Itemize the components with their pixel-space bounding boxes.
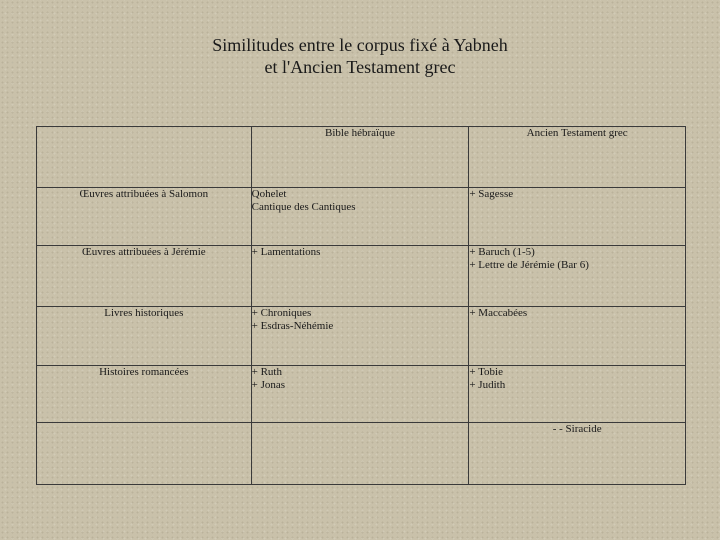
header-bible-hebraique: Bible hébraïque: [251, 127, 469, 188]
list-item: + Judith: [469, 379, 506, 391]
table-row: [37, 246, 686, 307]
list-item: + Lettre de Jérémie (Bar 6): [469, 259, 589, 271]
table-header-row: [37, 127, 686, 188]
row-label-livres-historiques: Livres historiques: [37, 307, 252, 366]
row-label-salomon: Œuvres attribuées à Salomon: [37, 188, 252, 246]
hebrew-cell-histoires-romancees: [251, 366, 469, 423]
header-empty-cell: [37, 127, 252, 188]
list-item: + Lamentations: [251, 246, 321, 258]
list-item: Qohelet: [251, 188, 287, 200]
comparison-table: [36, 126, 686, 485]
greek-cell-siracide: [469, 423, 686, 485]
list-item: - - Siracide: [552, 423, 602, 435]
hebrew-cell-salomon: [251, 188, 469, 246]
hebrew-cell-empty: [251, 423, 469, 485]
table-row: [37, 188, 686, 246]
row-label-jeremie: Œuvres attribuées à Jérémie: [37, 246, 252, 307]
table-row: [37, 423, 686, 485]
title-line-2: et l'Ancien Testament grec: [264, 57, 456, 77]
list-item: + Tobie: [469, 366, 503, 378]
hebrew-cell-jeremie: [251, 246, 469, 307]
list-item: + Chroniques: [251, 307, 312, 319]
list-item: + Ruth: [251, 366, 282, 378]
table-row: [37, 307, 686, 366]
greek-cell-salomon: [469, 188, 686, 246]
table-row: [37, 366, 686, 423]
list-item: Cantique des Cantiques: [251, 201, 356, 213]
row-label-histoires-romancees: Histoires romancées: [37, 366, 252, 423]
greek-cell-histoires-romancees: [469, 366, 686, 423]
title-line-1: Similitudes entre le corpus fixé à Yabneh: [212, 35, 508, 55]
row-label-empty: [37, 423, 252, 485]
greek-cell-jeremie: [469, 246, 686, 307]
list-item: + Esdras-Néhémie: [251, 320, 334, 332]
list-item: + Jonas: [251, 379, 286, 391]
page-title: [0, 34, 720, 78]
greek-cell-livres-historiques: [469, 307, 686, 366]
list-item: + Baruch (1-5): [469, 246, 535, 258]
list-item: + Sagesse: [469, 188, 514, 200]
header-ancien-testament-grec: Ancien Testament grec: [469, 127, 686, 188]
list-item: + Maccabées: [469, 307, 528, 319]
hebrew-cell-livres-historiques: [251, 307, 469, 366]
